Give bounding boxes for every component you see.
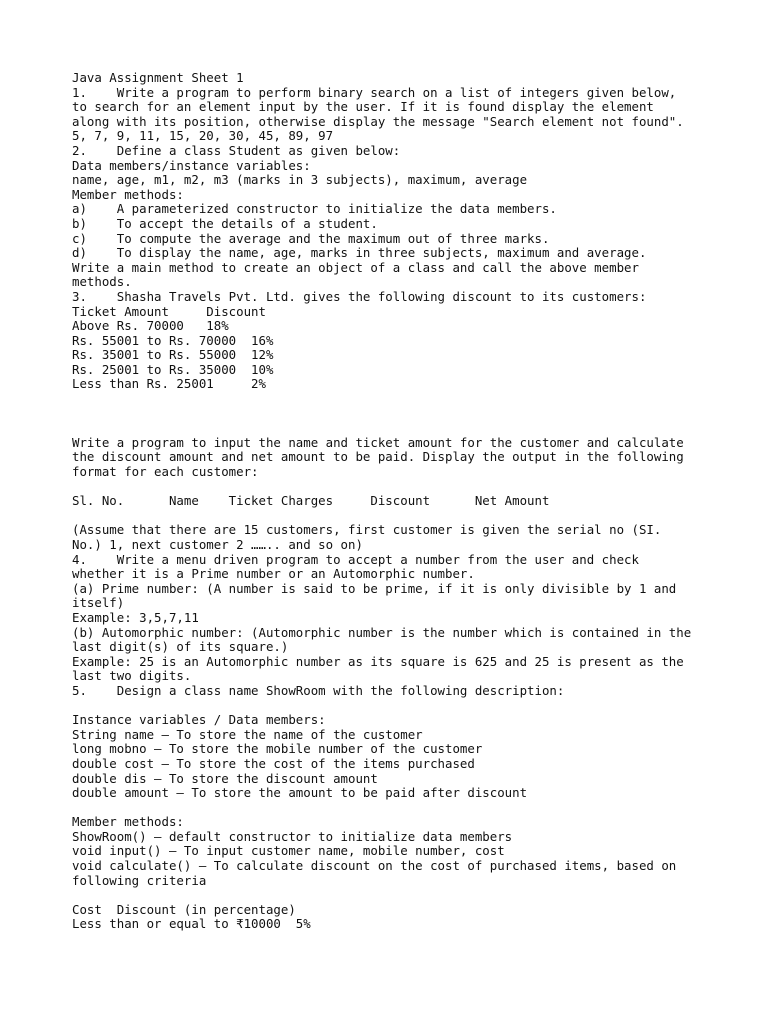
text-line: double cost — To store the cost of the items purchased xyxy=(72,755,475,771)
text-line: double dis — To store the discount amount xyxy=(72,770,378,786)
blank-line xyxy=(72,407,732,422)
text-line: last digit(s) of its square.) xyxy=(72,639,289,655)
text-line: 3. Shasha Travels Pvt. Ltd. gives the following discount to its customers: xyxy=(72,288,647,304)
text-line: Write a main method to create an object of a class and call the above member xyxy=(72,259,639,275)
text-line: format for each customer: xyxy=(72,464,259,480)
text-line: void input() — To input customer name, mobile number, cost xyxy=(72,843,505,859)
text-line: last two digits. xyxy=(72,668,192,684)
text-line: 5. Design a class name ShowRoom with the following description: xyxy=(72,682,565,698)
text-line: void calculate() — To calculate discount on the cost of purchased items, based on xyxy=(72,858,677,874)
text-line: Member methods: xyxy=(72,814,184,830)
document-text xyxy=(72,71,732,932)
text-line: Rs. 25001 to Rs. 35000 10% xyxy=(72,361,274,377)
text-line: Example: 3,5,7,11 xyxy=(72,609,199,625)
text-line: ShowRoom() — default constructor to initialize data members xyxy=(72,828,513,844)
text-line: b) To accept the details of a student. xyxy=(72,215,378,231)
text-line: (b) Automorphic number: (Automorphic number is the number which is contained in the xyxy=(72,624,692,640)
text-line: No.) 1, next customer 2 …….. and so on) xyxy=(72,537,363,552)
text-line: Ticket Amount Discount xyxy=(72,303,266,319)
blank-line xyxy=(72,699,732,714)
text-line: following criteria xyxy=(72,872,207,888)
text-line: whether it is a Prime number or an Automorphic number. xyxy=(72,566,475,582)
text-line: 2. Define a class Student as given below: xyxy=(72,142,401,158)
blank-line xyxy=(72,480,732,495)
text-line: String name — To store the name of the customer xyxy=(72,726,423,742)
text-line: methods. xyxy=(72,274,132,290)
text-line: double amount — To store the amount to be paid after discount xyxy=(72,785,528,801)
text-line: Sl. No. Name Ticket Charges Discount Net Amount xyxy=(72,493,550,509)
text-line: Less than Rs. 25001 2% xyxy=(72,376,266,392)
text-line: Java Assignment Sheet 1 xyxy=(72,70,244,85)
text-line: Instance variables / Data members: xyxy=(72,712,326,728)
text-line: Above Rs. 70000 18% xyxy=(72,318,229,334)
text-line: Member methods: xyxy=(72,186,184,202)
text-line: Rs. 55001 to Rs. 70000 16% xyxy=(72,332,274,348)
text-line: Example: 25 is an Automorphic number as its square is 625 and 25 is present as the xyxy=(72,653,684,669)
text-line: to search for an element input by the user. If it is found display the element xyxy=(72,99,654,115)
text-line: Write a program to input the name and ticket amount for the customer and calculate xyxy=(72,434,684,450)
text-line: the discount amount and net amount to be paid. Display the output in the following xyxy=(72,449,684,465)
text-line: a) A parameterized constructor to initialize the data members. xyxy=(72,201,557,217)
text-line: Rs. 35001 to Rs. 55000 12% xyxy=(72,347,274,363)
text-line: d) To display the name, age, marks in three subjects, maximum and average. xyxy=(72,245,647,261)
blank-line xyxy=(72,509,732,524)
text-line: c) To compute the average and the maximum out of three marks. xyxy=(72,230,550,246)
text-line: Less than or equal to ₹10000 5% xyxy=(72,916,311,932)
text-line: Cost Discount (in percentage) xyxy=(72,901,296,917)
text-line: (Assume that there are 15 customers, first customer is given the serial no (SI. xyxy=(72,522,662,538)
text-line: 5, 7, 9, 11, 15, 20, 30, 45, 89, 97 xyxy=(72,128,334,144)
text-line: 1. Write a program to perform binary search on a list of integers given below, xyxy=(72,84,677,100)
blank-line xyxy=(72,888,732,903)
text-line: along with its position, otherwise display the message "Search element not found". xyxy=(72,113,684,129)
text-line: name, age, m1, m2, m3 (marks in 3 subjects), maximum, average xyxy=(72,172,528,188)
text-line: (a) Prime number: (A number is said to be prime, if it is only divisible by 1 and xyxy=(72,580,677,596)
text-line: 4. Write a menu driven program to accept a number from the user and check xyxy=(72,551,639,567)
blank-line xyxy=(72,421,732,436)
blank-line xyxy=(72,392,732,407)
blank-line xyxy=(72,801,732,816)
text-line: long mobno — To store the mobile number of the customer xyxy=(72,741,483,757)
document-page xyxy=(72,71,732,932)
text-line: Data members/instance variables: xyxy=(72,157,311,173)
text-line: itself) xyxy=(72,595,125,611)
